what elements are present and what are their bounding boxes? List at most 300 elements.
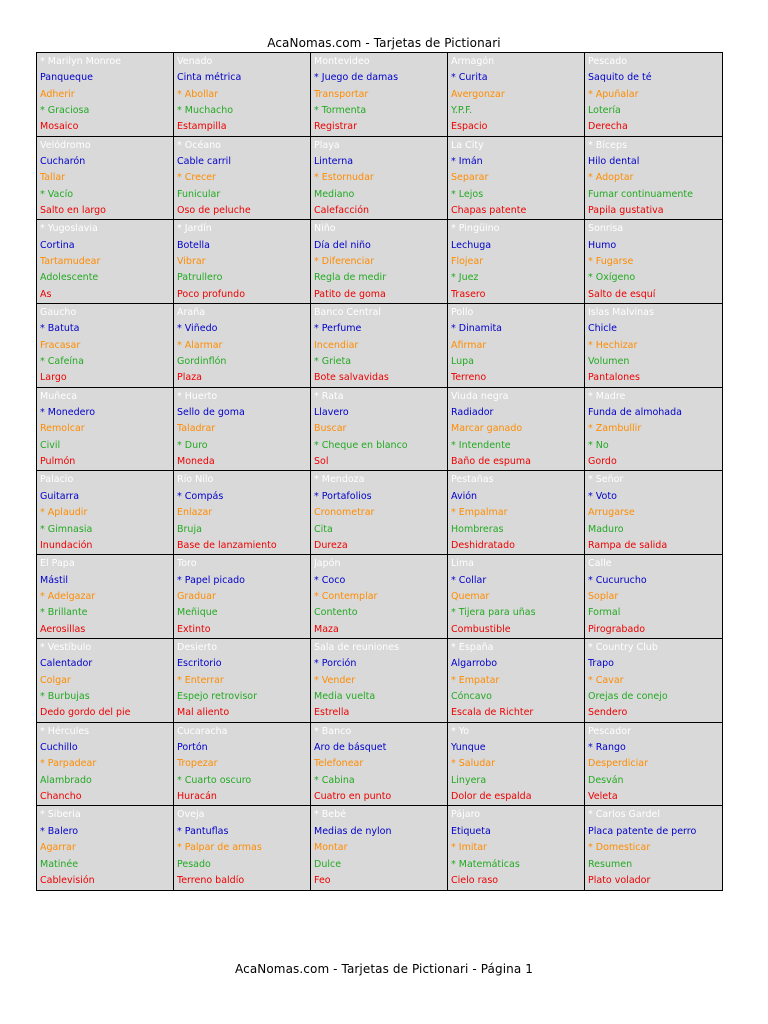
- pictionary-card: [585, 220, 722, 304]
- card-word-red: Bote salvavidas: [314, 372, 389, 384]
- pictionary-card: [37, 723, 174, 807]
- card-word-green: Civil: [40, 439, 61, 451]
- pictionary-card: [448, 639, 585, 723]
- card-word-white: Sala de reuniones: [314, 641, 400, 653]
- page-title: AcaNomas.com - Tarjetas de Pictionari: [267, 36, 501, 50]
- card-word-red: Feo: [314, 875, 331, 887]
- pictionary-card: [585, 806, 722, 890]
- card-word-blue: Placa patente de perro: [588, 825, 697, 837]
- card-word-green: * No: [588, 439, 609, 451]
- card-word-orange: * Estornudar: [314, 172, 374, 184]
- card-word-green: * Matemáticas: [451, 858, 520, 870]
- pictionary-card: [448, 388, 585, 472]
- card-word-white: * Rata: [314, 390, 344, 402]
- card-word-white: Pájaro: [451, 809, 481, 821]
- card-word-white: * Banco: [314, 725, 352, 737]
- card-word-green: Lupa: [451, 356, 474, 368]
- card-word-red: Sol: [314, 456, 329, 468]
- card-word-green: Mediano: [314, 188, 355, 200]
- card-word-green: * Gimnasia: [40, 523, 93, 535]
- pictionary-card: [37, 53, 174, 137]
- card-word-green: Lotería: [588, 105, 621, 117]
- card-word-green: Bruja: [177, 523, 202, 535]
- card-word-orange: Tartamudear: [40, 256, 101, 268]
- card-word-green: Dulce: [314, 858, 342, 870]
- card-word-blue: * Curita: [451, 72, 488, 84]
- card-word-green: * Cheque en blanco: [314, 439, 408, 451]
- card-word-orange: * Zambullir: [588, 423, 642, 435]
- card-word-green: Matinée: [40, 858, 79, 870]
- card-word-orange: * Empalmar: [451, 507, 508, 519]
- card-word-red: Oso de peluche: [177, 205, 251, 217]
- card-word-blue: * Batuta: [40, 323, 80, 335]
- card-word-orange: * Parpadear: [40, 758, 97, 770]
- card-word-blue: Cable carril: [177, 156, 231, 168]
- card-word-orange: Desperdiciar: [588, 758, 648, 770]
- card-word-green: Formal: [588, 607, 621, 619]
- card-word-blue: Cortina: [40, 239, 75, 251]
- card-word-white: Cucaracha: [177, 725, 228, 737]
- card-word-green: * Burbujas: [40, 690, 90, 702]
- card-word-green: * Grieta: [314, 356, 352, 368]
- card-word-red: Pantalones: [588, 372, 640, 384]
- card-word-blue: Humo: [588, 239, 617, 251]
- pictionary-card-grid: [36, 52, 723, 891]
- card-word-orange: Marcar ganado: [451, 423, 523, 435]
- card-word-red: Gordo: [588, 456, 617, 468]
- card-word-green: Volumen: [588, 356, 630, 368]
- card-word-white: * Océano: [177, 139, 221, 151]
- card-word-blue: Aro de básquet: [314, 741, 387, 753]
- card-word-red: Plaza: [177, 372, 202, 384]
- card-word-blue: * Cucurucho: [588, 574, 647, 586]
- pictionary-card: [311, 53, 448, 137]
- card-word-red: Combustible: [451, 623, 511, 635]
- card-word-orange: * Saludar: [451, 758, 496, 770]
- card-word-green: * Cabina: [314, 774, 355, 786]
- card-word-orange: Arrugarse: [588, 507, 635, 519]
- card-word-red: Poco profundo: [177, 288, 246, 300]
- card-word-blue: * Dinamita: [451, 323, 503, 335]
- card-word-white: Desierto: [177, 641, 218, 653]
- pictionary-card: [448, 723, 585, 807]
- card-word-orange: * Abollar: [177, 88, 219, 100]
- card-word-white: * Bebé: [314, 809, 347, 821]
- card-word-white: Islas Malvinas: [588, 307, 654, 319]
- card-word-green: Maduro: [588, 523, 624, 535]
- card-word-red: Pulmón: [40, 456, 76, 468]
- card-word-white: * Huerto: [177, 390, 218, 402]
- card-word-orange: Adherir: [40, 88, 75, 100]
- card-word-white: Playa: [314, 139, 340, 151]
- pictionary-card: [174, 471, 311, 555]
- card-word-green: * Vacío: [40, 188, 74, 200]
- card-word-red: Huracán: [177, 790, 217, 802]
- card-word-orange: * Contemplar: [314, 590, 378, 602]
- card-word-white: * Pingüino: [451, 223, 500, 235]
- card-word-white: Araña: [177, 307, 206, 319]
- card-word-green: * Tijera para uñas: [451, 607, 536, 619]
- card-word-green: Media vuelta: [314, 690, 376, 702]
- card-word-green: Regla de medir: [314, 272, 387, 284]
- card-word-green: Cita: [314, 523, 333, 535]
- pictionary-card: [311, 471, 448, 555]
- card-word-orange: Incendiar: [314, 339, 359, 351]
- card-word-white: Niño: [314, 223, 336, 235]
- card-word-green: Gordinflón: [177, 356, 227, 368]
- card-word-red: Dolor de espalda: [451, 790, 532, 802]
- card-word-orange: * Vender: [314, 674, 356, 686]
- card-word-blue: Yunque: [451, 741, 486, 753]
- card-word-white: La City: [451, 139, 484, 151]
- pictionary-card: [585, 639, 722, 723]
- pictionary-card: [311, 555, 448, 639]
- card-word-blue: Saquito de té: [588, 72, 652, 84]
- pictionary-card: [585, 388, 722, 472]
- card-word-red: Escala de Richter: [451, 707, 534, 719]
- card-word-red: Cuatro en punto: [314, 790, 392, 802]
- card-word-white: Pescador: [588, 725, 631, 737]
- card-word-orange: Taladrar: [177, 423, 216, 435]
- card-word-orange: * Adelgazar: [40, 590, 96, 602]
- card-word-red: As: [40, 288, 52, 300]
- card-word-white: Lima: [451, 558, 475, 570]
- card-word-blue: Cuchillo: [40, 741, 78, 753]
- pictionary-card: [585, 304, 722, 388]
- card-word-orange: Avergonzar: [451, 88, 505, 100]
- pictionary-card: [448, 304, 585, 388]
- card-word-white: Viuda negra: [451, 390, 509, 402]
- card-word-white: Calle: [588, 558, 612, 570]
- card-word-green: * Graciosa: [40, 105, 90, 117]
- pictionary-card: [311, 388, 448, 472]
- card-word-orange: * Apuñalar: [588, 88, 639, 100]
- card-word-white: Río Nilo: [177, 474, 214, 486]
- card-word-red: Salto en largo: [40, 205, 106, 217]
- card-word-orange: * Alarmar: [177, 339, 223, 351]
- card-word-red: Estampilla: [177, 121, 227, 133]
- card-word-orange: Tallar: [40, 172, 66, 184]
- page-footer: AcaNomas.com - Tarjetas de Pictionari - Página 1: [235, 962, 533, 976]
- card-word-white: * Jardín: [177, 223, 212, 235]
- card-word-orange: Flojear: [451, 256, 484, 268]
- card-word-blue: * Compás: [177, 490, 224, 502]
- card-word-blue: Panqueque: [40, 72, 93, 84]
- pictionary-card: [37, 555, 174, 639]
- card-word-red: Dedo gordo del pie: [40, 707, 131, 719]
- pictionary-card: [311, 304, 448, 388]
- pictionary-card: [585, 555, 722, 639]
- card-word-green: Hombreras: [451, 523, 504, 535]
- card-word-orange: * Palpar de armas: [177, 842, 262, 854]
- card-word-red: Mosaico: [40, 121, 79, 133]
- card-word-white: Armagón: [451, 56, 495, 67]
- card-word-orange: * Cavar: [588, 674, 624, 686]
- card-word-green: Espejo retrovisor: [177, 690, 258, 702]
- card-word-white: * Madre: [588, 390, 626, 402]
- card-word-red: Veleta: [588, 790, 618, 802]
- card-word-white: * Bíceps: [588, 139, 627, 151]
- card-word-green: * Brillante: [40, 607, 88, 619]
- card-word-white: * Marilyn Monroe: [40, 56, 122, 67]
- pictionary-card: [37, 388, 174, 472]
- pictionary-card: [448, 220, 585, 304]
- pictionary-card: [174, 555, 311, 639]
- card-word-red: Papila gustativa: [588, 205, 664, 217]
- pictionary-card: [37, 806, 174, 890]
- card-word-red: Deshidratado: [451, 539, 515, 551]
- card-word-white: * Mendoza: [314, 474, 365, 486]
- pictionary-card: [585, 137, 722, 221]
- card-word-green: Fumar continuamente: [588, 188, 693, 200]
- card-word-blue: Mástil: [40, 574, 68, 586]
- card-word-orange: Cronometrar: [314, 507, 375, 519]
- card-word-blue: Llavero: [314, 407, 349, 419]
- pictionary-card: [174, 304, 311, 388]
- card-word-blue: Escritorio: [177, 658, 222, 670]
- card-word-blue: * Portafolios: [314, 490, 372, 502]
- card-word-red: Aerosillas: [40, 623, 86, 635]
- card-word-blue: * Balero: [40, 825, 79, 837]
- card-word-white: * Yugoslavia: [40, 223, 98, 235]
- card-word-red: Derecha: [588, 121, 628, 133]
- card-word-orange: Tropezar: [177, 758, 218, 770]
- card-word-white: Venado: [177, 56, 213, 67]
- card-word-red: Cablevisión: [40, 875, 95, 887]
- pictionary-card: [585, 723, 722, 807]
- card-word-red: Sendero: [588, 707, 628, 719]
- card-word-orange: * Fugarse: [588, 256, 634, 268]
- card-word-orange: * Empatar: [451, 674, 500, 686]
- card-word-white: * Yo: [451, 725, 470, 737]
- card-word-green: Resumen: [588, 858, 633, 870]
- card-word-blue: * Perfume: [314, 323, 362, 335]
- card-word-red: Moneda: [177, 456, 215, 468]
- card-word-green: Linyera: [451, 774, 487, 786]
- card-word-green: * Lejos: [451, 188, 484, 200]
- card-word-orange: Afirmar: [451, 339, 487, 351]
- card-word-blue: Radiador: [451, 407, 494, 419]
- card-word-blue: * Pantuflas: [177, 825, 229, 837]
- card-word-green: Pesado: [177, 858, 211, 870]
- card-word-orange: * Imitar: [451, 842, 487, 854]
- card-word-white: El Papa: [40, 558, 75, 570]
- card-word-blue: Día del niño: [314, 239, 371, 251]
- card-word-white: * Country Club: [588, 641, 658, 653]
- pictionary-card: [448, 555, 585, 639]
- card-word-orange: Enlazar: [177, 507, 213, 519]
- card-word-green: * Juez: [451, 272, 479, 284]
- pictionary-card: [174, 388, 311, 472]
- card-word-white: Gaucho: [40, 307, 77, 319]
- card-word-green: Alambrado: [40, 774, 92, 786]
- pictionary-card: [448, 137, 585, 221]
- card-word-red: Chapas patente: [451, 205, 527, 217]
- card-word-blue: Chicle: [588, 323, 618, 335]
- card-word-white: * Carlos Gardel: [588, 809, 660, 821]
- card-word-green: Funicular: [177, 188, 221, 200]
- card-word-orange: Vibrar: [177, 256, 206, 268]
- card-word-blue: Guitarra: [40, 490, 80, 502]
- card-word-red: Espacio: [451, 121, 488, 133]
- card-word-orange: Separar: [451, 172, 489, 184]
- card-word-red: Maza: [314, 623, 339, 635]
- card-word-white: Muñeca: [40, 390, 78, 402]
- card-word-green: * Cafeína: [40, 356, 84, 368]
- card-word-white: Pollo: [451, 307, 474, 319]
- card-word-orange: * Domesticar: [588, 842, 651, 854]
- pictionary-card: [174, 723, 311, 807]
- card-word-orange: * Aplaudir: [40, 507, 88, 519]
- card-word-green: * Oxígeno: [588, 272, 636, 284]
- pictionary-card: [37, 471, 174, 555]
- card-word-orange: Telefonear: [314, 758, 364, 770]
- pictionary-card: [174, 220, 311, 304]
- pictionary-card: [311, 723, 448, 807]
- card-word-blue: * Collar: [451, 574, 487, 586]
- pictionary-card: [37, 137, 174, 221]
- card-word-blue: Linterna: [314, 156, 354, 168]
- card-word-blue: Avión: [451, 490, 478, 502]
- card-word-blue: Hilo dental: [588, 156, 640, 168]
- pictionary-card: [174, 806, 311, 890]
- card-word-orange: Quemar: [451, 590, 490, 602]
- card-word-white: Pescado: [588, 56, 628, 67]
- card-word-orange: Montar: [314, 842, 348, 854]
- card-word-blue: * Papel picado: [177, 574, 245, 586]
- card-word-white: * Vestíbulo: [40, 641, 92, 653]
- card-word-red: Dureza: [314, 539, 348, 551]
- card-word-blue: Portón: [177, 741, 208, 753]
- card-word-red: Calefacción: [314, 205, 370, 217]
- card-word-orange: Graduar: [177, 590, 216, 602]
- card-word-blue: Cinta métrica: [177, 72, 242, 84]
- card-word-green: Y.P.F.: [451, 105, 473, 117]
- card-word-green: Desván: [588, 774, 624, 786]
- card-word-white: Oveja: [177, 809, 205, 821]
- card-word-red: Extinto: [177, 623, 211, 635]
- card-word-green: * Duro: [177, 439, 208, 451]
- pictionary-card: [311, 639, 448, 723]
- card-word-white: Montevideo: [314, 56, 370, 67]
- card-word-green: * Tormenta: [314, 105, 367, 117]
- card-word-red: Plato volador: [588, 875, 651, 887]
- card-word-orange: * Diferenciar: [314, 256, 375, 268]
- card-word-white: Velódromo: [40, 139, 91, 151]
- card-word-red: Rampa de salida: [588, 539, 668, 551]
- pictionary-card: [311, 137, 448, 221]
- card-word-white: Sonrisa: [588, 223, 624, 235]
- card-word-red: Estrella: [314, 707, 350, 719]
- card-word-blue: * Rango: [588, 741, 626, 753]
- card-word-white: Banco Central: [314, 307, 382, 319]
- card-word-green: Adolescente: [40, 272, 99, 284]
- card-word-red: Terreno: [451, 372, 487, 384]
- card-word-blue: * Imán: [451, 156, 483, 168]
- card-word-red: Terreno baldío: [177, 875, 245, 887]
- card-word-white: * Siberia: [40, 809, 81, 821]
- card-word-orange: * Hechizar: [588, 339, 638, 351]
- card-word-red: Trasero: [451, 288, 486, 300]
- card-word-green: * Intendente: [451, 439, 511, 451]
- pictionary-card: [174, 53, 311, 137]
- card-word-white: * Hércules: [40, 725, 90, 737]
- card-word-white: Japón: [314, 558, 341, 570]
- card-word-blue: Funda de almohada: [588, 407, 682, 419]
- card-word-green: Meñique: [177, 607, 218, 619]
- card-word-blue: Sello de goma: [177, 407, 245, 419]
- card-word-red: Patito de goma: [314, 288, 386, 300]
- card-word-orange: Agarrar: [40, 842, 76, 854]
- pictionary-card: [585, 471, 722, 555]
- pictionary-card: [37, 220, 174, 304]
- card-word-red: Registrar: [314, 121, 357, 133]
- card-word-red: Pirograbado: [588, 623, 646, 635]
- pictionary-card: [448, 806, 585, 890]
- card-word-orange: * Adoptar: [588, 172, 634, 184]
- pictionary-card: [311, 220, 448, 304]
- card-word-green: Patrullero: [177, 272, 223, 284]
- card-word-orange: Transportar: [314, 88, 369, 100]
- card-word-blue: Cucharón: [40, 156, 86, 168]
- card-word-blue: * Porción: [314, 658, 357, 670]
- card-word-blue: * Monedero: [40, 407, 96, 419]
- card-word-red: Base de lanzamiento: [177, 539, 277, 551]
- card-word-blue: Algarrobo: [451, 658, 498, 670]
- card-word-blue: Trapo: [588, 658, 614, 670]
- card-word-blue: * Coco: [314, 574, 346, 586]
- card-word-orange: Colgar: [40, 674, 71, 686]
- card-word-green: * Muchacho: [177, 105, 234, 117]
- pictionary-card: [174, 639, 311, 723]
- card-word-green: Cóncavo: [451, 690, 492, 702]
- card-word-white: Pestañas: [451, 474, 494, 486]
- card-word-green: Orejas de conejo: [588, 690, 668, 702]
- pictionary-card: [37, 639, 174, 723]
- card-word-blue: Etiqueta: [451, 825, 491, 837]
- card-word-blue: * Juego de damas: [314, 72, 399, 84]
- card-word-blue: Lechuga: [451, 239, 492, 251]
- card-word-orange: Soplar: [588, 590, 619, 602]
- card-word-white: Toro: [177, 558, 197, 570]
- pictionary-card: [448, 471, 585, 555]
- pictionary-card: [448, 53, 585, 137]
- card-word-red: Baño de espuma: [451, 456, 532, 468]
- card-word-red: Largo: [40, 372, 67, 384]
- card-word-green: Contento: [314, 607, 358, 619]
- card-word-white: Palacio: [40, 474, 74, 486]
- card-word-blue: Calentador: [40, 658, 93, 670]
- pictionary-card: [37, 304, 174, 388]
- pictionary-card: [585, 53, 722, 137]
- card-word-orange: Remolcar: [40, 423, 85, 435]
- card-word-orange: Fracasar: [40, 339, 81, 351]
- card-word-red: Chancho: [40, 790, 82, 802]
- card-word-blue: Medias de nylon: [314, 825, 392, 837]
- card-word-blue: Botella: [177, 239, 210, 251]
- pictionary-card: [174, 137, 311, 221]
- card-word-orange: * Crecer: [177, 172, 216, 184]
- card-word-white: * España: [451, 641, 494, 653]
- card-word-red: Mal aliento: [177, 707, 230, 719]
- card-word-red: Inundación: [40, 539, 93, 551]
- card-word-red: Salto de esquí: [588, 288, 656, 300]
- card-word-blue: * Viñedo: [177, 323, 218, 335]
- card-word-red: Cielo raso: [451, 875, 499, 887]
- card-word-white: * Señor: [588, 474, 624, 486]
- card-word-orange: * Enterrar: [177, 674, 224, 686]
- card-word-green: * Cuarto oscuro: [177, 774, 252, 786]
